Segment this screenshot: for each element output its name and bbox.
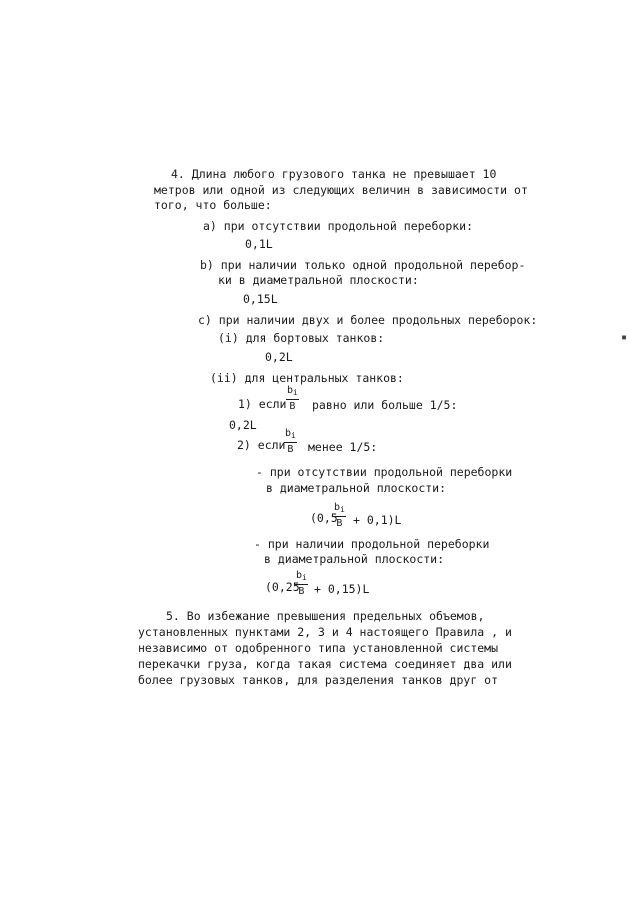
fraction-bar — [286, 399, 299, 400]
item-c-text: c) при наличии двух и более продольных переборок: — [198, 313, 538, 327]
fraction-numerator: b — [285, 428, 292, 439]
fraction-numerator-subscript: i — [302, 573, 307, 582]
dash2-line2: в диаметральной плоскости: — [264, 552, 445, 566]
item-b-text-line1: b) при наличии только одной продольной перебор- — [200, 258, 526, 272]
dash1-line1: - при отсутствии продольной переборки — [256, 465, 513, 479]
fraction-numerator: b — [296, 570, 303, 581]
fraction-bar — [284, 442, 297, 443]
margin-mark: ▪ — [621, 332, 628, 343]
para4-line2: метров или одной из следующих величин в зависимости от — [154, 183, 528, 197]
item-cii1-prefix: 1) если — [238, 397, 287, 411]
item-cii2-suffix: менее 1/5: — [308, 440, 378, 454]
formula2-suffix: + 0,15)L — [314, 582, 370, 596]
fraction-bi-over-b-2 — [284, 428, 297, 455]
para4-line1: 4. Длина любого грузового танка не превышает 10 — [171, 167, 497, 181]
formula2-prefix: (0,25 — [265, 580, 300, 594]
dash2-line1: - при наличии продольной переборки — [254, 537, 490, 551]
formula1-prefix: (0,5 — [310, 511, 338, 525]
item-cii2-prefix: 2) если — [237, 438, 286, 452]
fraction-denominator: B — [289, 401, 296, 412]
fraction-numerator-subscript: i — [291, 431, 296, 440]
fraction-bi-over-b-3 — [333, 502, 346, 529]
item-a-formula: 0,1L — [245, 237, 273, 251]
fraction-numerator-subscript: i — [340, 505, 345, 514]
para5-line1: 5. Во избежание превышения предельных объемов, — [166, 609, 485, 623]
para5-line5: более грузовых танков, для разделения танков друг от — [138, 673, 499, 687]
item-b-formula: 0,15L — [243, 292, 278, 306]
fraction-bar — [295, 584, 308, 585]
fraction-denominator: B — [287, 444, 294, 455]
para5-line4: перекачки груза, когда такая система соединяет два или — [138, 657, 512, 671]
fraction-numerator-subscript: i — [293, 388, 298, 397]
para4-line3: того, что больше: — [154, 198, 272, 212]
dash1-line2: в диаметральной плоскости: — [266, 481, 447, 495]
item-ci-text: (i) для бортовых танков: — [218, 331, 385, 345]
item-cii-text: (ii) для центральных танков: — [210, 371, 404, 385]
fraction-denominator: B — [298, 586, 305, 597]
fraction-numerator: b — [287, 385, 294, 396]
para5-line3: независимо от одобренного типа установленной системы — [138, 641, 499, 655]
fraction-bi-over-b-4 — [295, 570, 308, 597]
item-cii1-formula: 0,2L — [229, 418, 257, 432]
item-ci-formula: 0,2L — [265, 350, 293, 364]
formula1-suffix: + 0,1)L — [353, 513, 402, 527]
para5-line2: установленных пунктами 2, 3 и 4 настоящего Правила , и — [138, 625, 512, 639]
item-a-text: a) при отсутствии продольной переборки: — [203, 219, 474, 233]
fraction-bi-over-b-1 — [286, 385, 299, 412]
item-b-text-line2: ки в диаметральной плоскости: — [218, 273, 419, 287]
fraction-denominator: B — [336, 518, 343, 529]
fraction-numerator: b — [334, 502, 341, 513]
item-cii1-suffix: равно или больше 1/5: — [312, 398, 458, 412]
fraction-bar — [333, 516, 346, 517]
